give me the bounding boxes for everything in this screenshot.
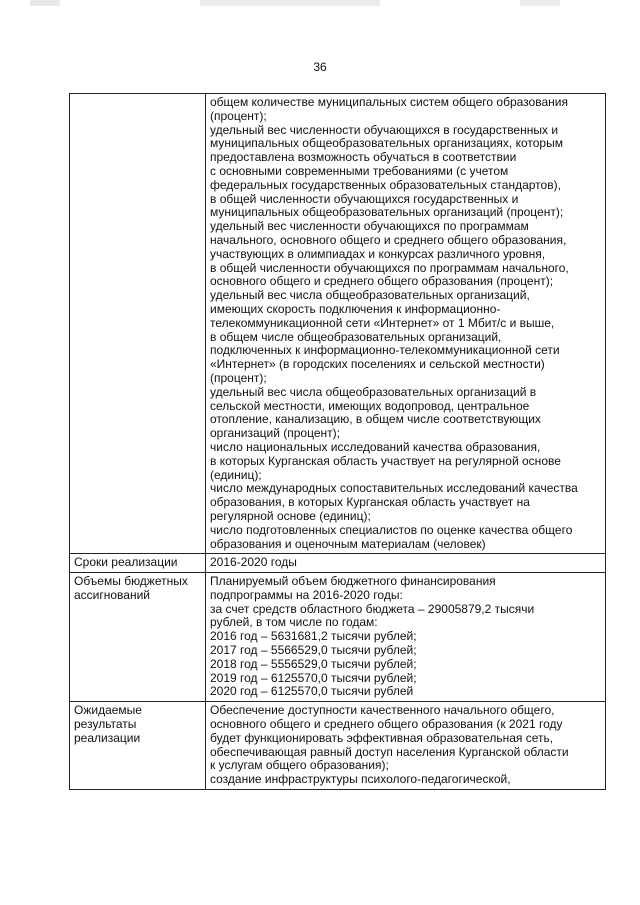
text-line: создание инфраструктуры психолого-педагогической,	[210, 772, 511, 787]
text-line: число подготовленных специалистов по оценке качества общего	[210, 522, 573, 537]
text-line: удельный вес числа общеобразовательных организаций,	[210, 288, 530, 303]
expected-results-label-cell	[70, 702, 206, 790]
text-line: образования и оценочным материалам (человек)	[210, 536, 486, 551]
text-line: предоставлена возможность обучаться в соответствии	[210, 150, 517, 165]
text-line: регулярной основе (единиц);	[210, 508, 371, 523]
indicators-content-cell	[206, 94, 606, 554]
text-line: удельный вес численности обучающихся по программам	[210, 219, 529, 234]
text-line: к услугам общего образования);	[210, 758, 389, 773]
text-line: участвующих в олимпиадах и конкурсах различного уровня,	[210, 246, 546, 261]
text-line: (процент);	[210, 108, 267, 123]
table-row-timeline	[70, 554, 606, 573]
text-line: число национальных исследований качества образования,	[210, 439, 541, 454]
text-line: в общей численности обучающихся государственных и	[210, 191, 519, 206]
text-line: муниципальных общеобразовательных организациях, которым	[210, 136, 563, 151]
table-row-expected-results	[70, 702, 606, 790]
text-line: подключенных к информационно-телекоммуникационной сети	[210, 343, 560, 358]
text-line: в общей численности обучающихся по программам начального,	[210, 260, 569, 275]
text-line: общем количестве муниципальных систем общего образования	[210, 95, 568, 109]
budget-content-cell	[206, 573, 606, 702]
text-line: начального, основного общего и среднего общего образования,	[210, 232, 567, 247]
text-line: реализации	[74, 730, 141, 745]
text-line: муниципальных общеобразовательных организаций (процент);	[210, 205, 564, 220]
text-line: сельской местности, имеющих водопровод, центральное	[210, 398, 530, 413]
text-line: основного общего и среднего общего образования (процент);	[210, 274, 554, 289]
text-line: основного общего и среднего общего образования (к 2021 году	[210, 717, 563, 732]
expected-results-content-cell	[206, 702, 606, 790]
text-line: Обеспечение доступности качественного начального общего,	[210, 703, 555, 718]
text-line: Планируемый объем бюджетного финансирования	[210, 574, 496, 589]
text-line: отопление, канализацию, в общем числе соответствующих	[210, 412, 541, 427]
text-line: телекоммуникационной сети «Интернет» от 1 Мбит/с и выше,	[210, 315, 555, 330]
table-row-indicators	[70, 94, 606, 554]
text-line: имеющих скорость подключения к информационно-	[210, 301, 501, 316]
text-line: Сроки реализации	[74, 555, 178, 570]
timeline-label-cell	[70, 554, 206, 573]
text-line: подпрограммы на 2016-2020 годы:	[210, 587, 403, 602]
scan-edge-artifact	[0, 0, 640, 6]
text-line: образования, в которых Курганская область участвует на	[210, 495, 530, 510]
label-cell-empty	[70, 94, 206, 554]
timeline-content-cell	[206, 554, 606, 573]
text-line: ассигнований	[74, 587, 151, 602]
text-line: Объемы бюджетных	[74, 574, 188, 589]
text-line: 2017 год – 5566529,0 тысячи рублей;	[210, 643, 417, 658]
text-line: рублей, в том числе по годам:	[210, 615, 378, 630]
page-number: 36	[313, 60, 327, 74]
subprogram-passport-table	[69, 93, 606, 790]
text-line: удельный вес численности обучающихся в государственных и	[210, 122, 559, 137]
text-line: результаты	[74, 717, 137, 732]
text-line: 2018 год – 5556529,0 тысячи рублей;	[210, 656, 417, 671]
budget-label-cell	[70, 573, 206, 702]
text-line: с основными современными требованиями (с учетом	[210, 163, 509, 178]
text-line: 2020 год – 6125570,0 тысячи рублей	[210, 684, 414, 699]
text-line: удельный вес числа общеобразовательных организаций в	[210, 384, 537, 399]
text-line: Ожидаемые	[74, 703, 142, 718]
text-line: (единиц);	[210, 467, 262, 482]
text-line: в которых Курганская область участвует на регулярной основе	[210, 453, 561, 468]
text-line: (процент);	[210, 370, 267, 385]
text-line: «Интернет» (в городских поселениях и сельской местности)	[210, 357, 545, 372]
text-line: за счет средств областного бюджета – 29005879,2 тысячи	[210, 601, 535, 616]
text-line: будет функционировать эффективная образовательная сеть,	[210, 730, 554, 745]
text-line: число международных сопоставительных исследований качества	[210, 481, 578, 496]
text-line: 2019 год – 6125570,0 тысячи рублей;	[210, 670, 417, 685]
text-line: федеральных государственных образовательных стандартов),	[210, 177, 561, 192]
text-line: 2016-2020 годы	[210, 555, 297, 570]
text-line: в общем числе общеобразовательных организаций,	[210, 329, 502, 344]
text-line: обеспечивающая равный доступ населения Курганской области	[210, 744, 569, 759]
text-line: организаций (процент);	[210, 426, 340, 441]
text-line: 2016 год – 5631681,2 тысячи рублей;	[210, 629, 417, 644]
table-row-budget	[70, 573, 606, 702]
